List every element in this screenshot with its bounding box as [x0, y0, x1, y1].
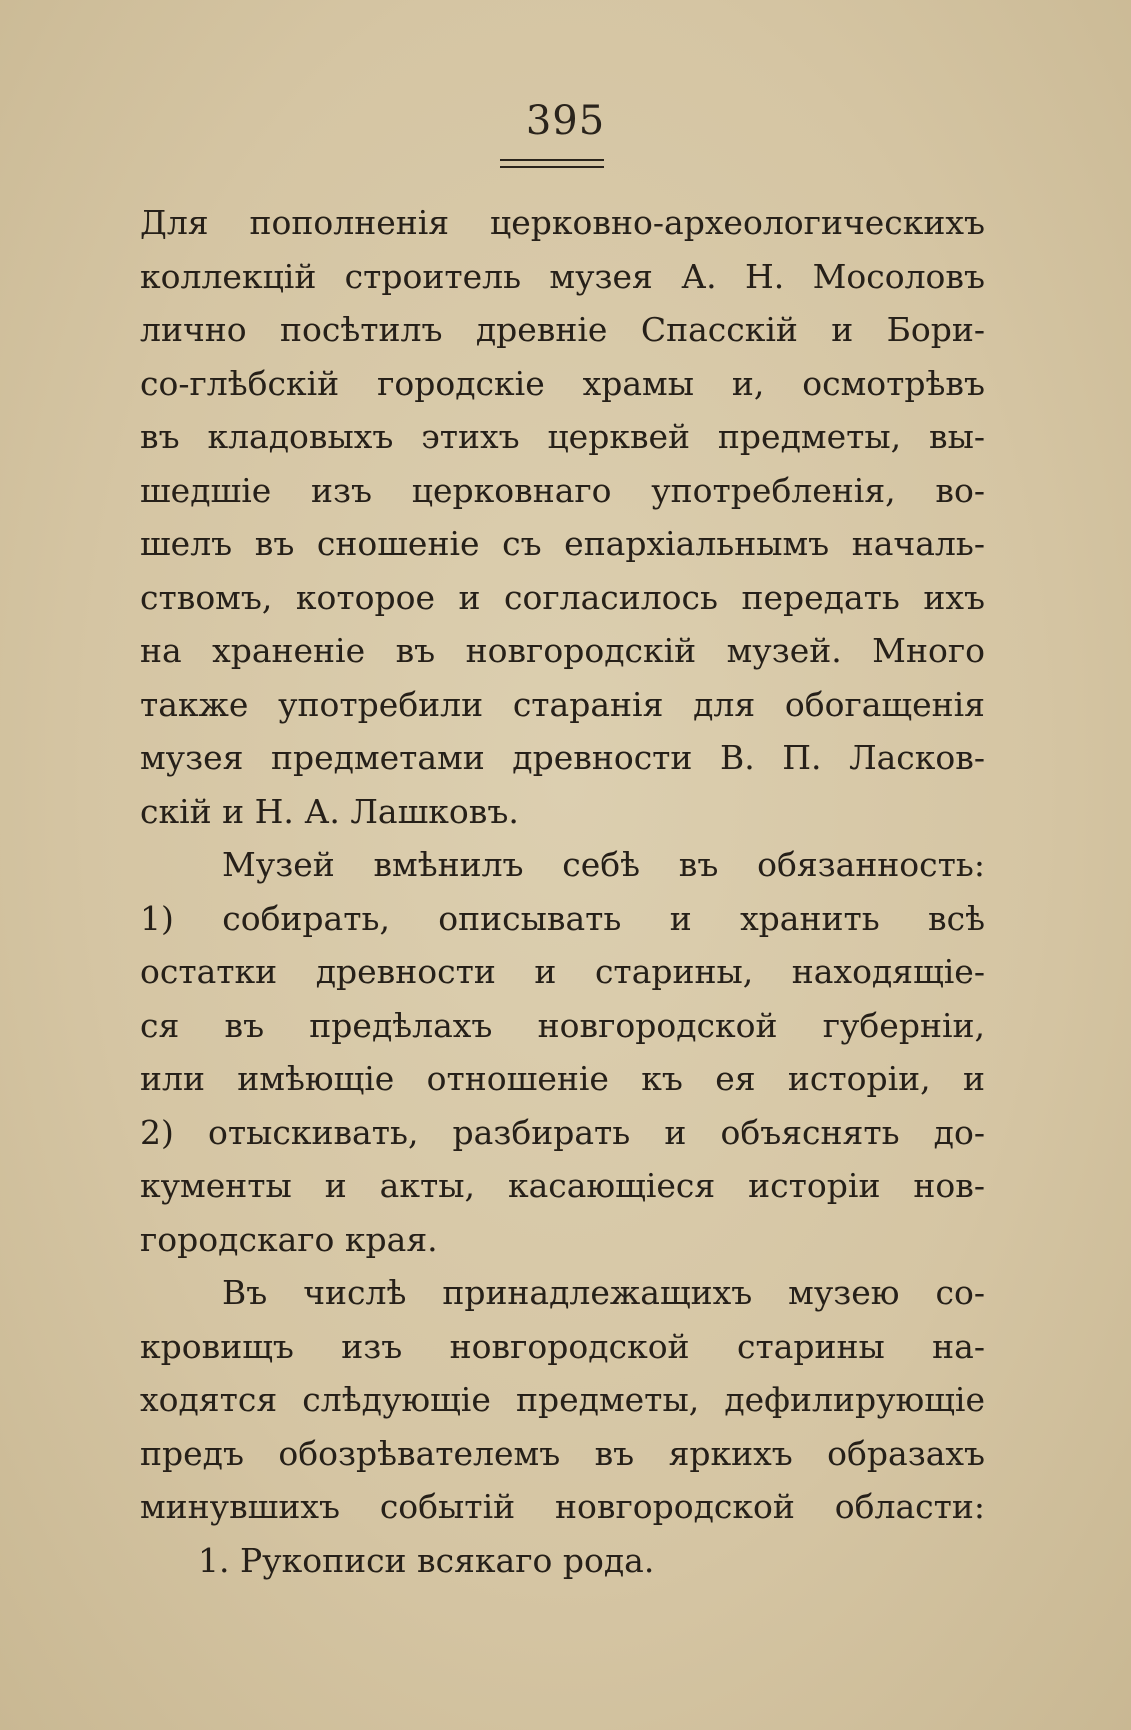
text-line: Для пополненія церковно-археологическихъ — [140, 203, 985, 242]
page-number-rule-top — [500, 159, 604, 161]
text-line: коллекцій строитель музея А. Н. Мосоловъ — [140, 256, 985, 296]
text-line: или имѣющіе отношеніе къ ея исторіи, и — [140, 1059, 985, 1098]
text-line: ствомъ, которое и согласилось передать ихъ — [140, 577, 985, 617]
page-number-rule-bottom — [500, 166, 604, 168]
text-line: Въ числѣ принадлежащихъ музею со- — [222, 1273, 985, 1312]
body-text — [140, 196, 985, 1587]
text-line: 2) отыскивать, разбирать и объяснять до- — [140, 1112, 985, 1152]
text-line: ся въ предѣлахъ новгородской губерніи, — [140, 1005, 985, 1045]
text-line: городскаго края. — [140, 1219, 438, 1259]
text-line: ходятся слѣдующіе предметы, дефилирующіе — [140, 1380, 985, 1419]
page-number: 395 — [525, 98, 606, 144]
text-line: минувшихъ событій новгородской области: — [140, 1487, 985, 1526]
text-line: шедшіе изъ церковнаго употребленія, во- — [140, 470, 985, 510]
text-line: лично посѣтилъ древніе Спасскій и Бори- — [140, 310, 985, 349]
text-line: Музей вмѣнилъ себѣ въ обязанность: — [222, 845, 985, 884]
text-line: остатки древности и старины, находящіе- — [140, 952, 985, 991]
list-item: 1. Рукописи всякаго рода. — [198, 1540, 655, 1580]
text-line: шелъ въ сношеніе съ епархіальнымъ началь- — [140, 524, 985, 563]
text-line: кументы и акты, касающіеся исторіи нов- — [140, 1166, 985, 1205]
text-line: кровищъ изъ новгородской старины на- — [140, 1326, 985, 1366]
text-line: 1) собирать, описывать и хранить всѣ — [140, 898, 985, 938]
text-line: въ кладовыхъ этихъ церквей предметы, вы- — [140, 417, 985, 456]
text-line: предъ обозрѣвателемъ въ яркихъ образахъ — [140, 1433, 985, 1473]
text-line: также употребили старанія для обогащенія — [140, 684, 985, 724]
text-line: со-глѣбскій городскіе храмы и, осмотрѣвъ — [140, 363, 985, 403]
text-line: скій и Н. А. Лашковъ. — [140, 791, 519, 831]
text-line: музея предметами древности В. П. Ласков- — [140, 738, 985, 777]
text-line: на храненіе въ новгородскій музей. Много — [140, 631, 985, 670]
